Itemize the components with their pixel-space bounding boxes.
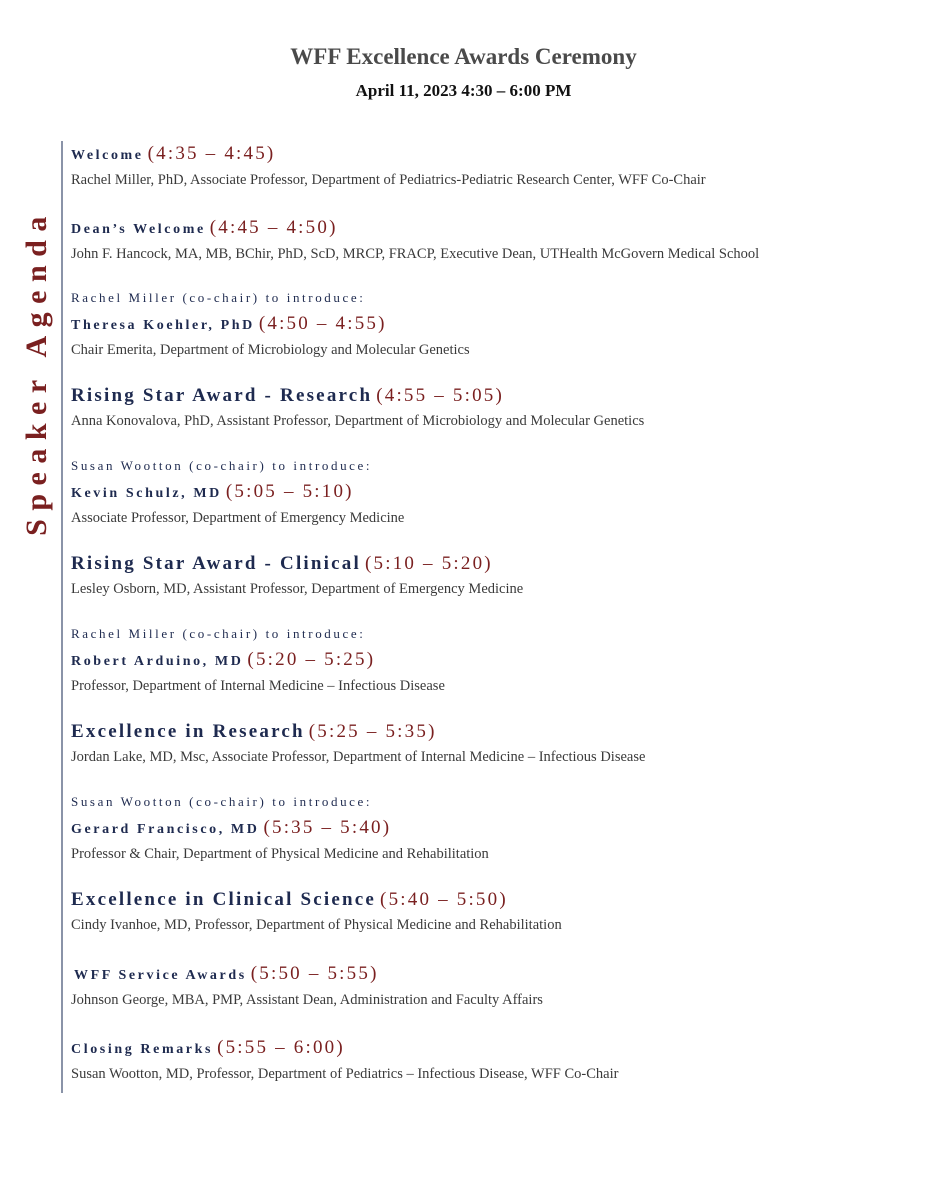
agenda-description: Chair Emerita, Department of Microbiology and Molecular Genetics xyxy=(71,342,470,358)
agenda-heading: Closing Remarks xyxy=(71,1042,214,1057)
agenda-heading: Excellence in Research xyxy=(71,721,305,742)
page-title: WFF Excellence Awards Ceremony xyxy=(290,44,637,69)
agenda-intro: Susan Wootton (co-chair) to introduce: xyxy=(71,458,373,473)
agenda-time: (4:50 – 4:55) xyxy=(258,313,387,334)
agenda-time: (5:55 – 6:00) xyxy=(217,1037,345,1058)
agenda-item-welcome xyxy=(71,142,706,190)
agenda-heading: Kevin Schulz, MD xyxy=(71,486,222,501)
agenda-description: John F. Hancock, MA, MB, BChir, PhD, ScD, MRCP, FRACP, Executive Dean, UTHealth McGovern Medical School xyxy=(71,246,760,262)
agenda-heading: Theresa Koehler, PhD xyxy=(71,318,255,333)
agenda-heading: Gerard Francisco, MD xyxy=(71,822,260,837)
agenda-description: Lesley Osborn, MD, Assistant Professor, Department of Emergency Medicine xyxy=(71,581,524,597)
agenda-description: Professor & Chair, Department of Physical Medicine and Rehabilitation xyxy=(71,846,489,862)
agenda-item-deans-welcome xyxy=(71,216,759,264)
agenda-time: (5:40 – 5:50) xyxy=(380,889,508,910)
agenda-time: (4:55 – 5:05) xyxy=(376,385,505,406)
agenda-item-kevin-schulz xyxy=(71,458,404,528)
agenda-description: Professor, Department of Internal Medicine – Infectious Disease xyxy=(71,678,445,694)
agenda-description: Cindy Ivanhoe, MD, Professor, Department of Physical Medicine and Rehabilitation xyxy=(71,917,562,933)
agenda-item-theresa-koehler xyxy=(71,290,470,360)
agenda-item-closing-remarks xyxy=(71,1036,618,1084)
agenda-time: (5:35 – 5:40) xyxy=(263,817,392,838)
agenda-heading: WFF Service Awards xyxy=(74,968,247,983)
event-date: April 11, 2023 4:30 – 6:00 PM xyxy=(355,81,572,100)
agenda-intro: Susan Wootton (co-chair) to introduce: xyxy=(71,794,373,809)
vertical-rule xyxy=(61,141,63,1093)
agenda-heading: Welcome xyxy=(71,148,144,163)
agenda-description: Jordan Lake, MD, Msc, Associate Professor, Department of Internal Medicine – Infectious Disease xyxy=(71,749,646,765)
agenda-intro: Rachel Miller (co-chair) to introduce: xyxy=(71,290,366,305)
agenda-heading: Rising Star Award - Research xyxy=(71,385,373,406)
agenda-description: Anna Konovalova, PhD, Assistant Professor, Department of Microbiology and Molecular Genetics xyxy=(71,413,645,429)
agenda-intro: Rachel Miller (co-chair) to introduce: xyxy=(71,626,366,641)
agenda-time: (5:25 – 5:35) xyxy=(308,721,437,742)
agenda-heading: Excellence in Clinical Science xyxy=(71,889,377,910)
agenda-time: (5:05 – 5:10) xyxy=(225,481,354,502)
agenda-description: Johnson George, MBA, PMP, Assistant Dean, Administration and Faculty Affairs xyxy=(71,992,543,1008)
agenda-item-service-awards xyxy=(71,962,543,1010)
agenda-item-rising-star-research xyxy=(71,384,644,431)
side-label-text: Speaker Agenda xyxy=(20,208,53,536)
agenda-heading: Dean’s Welcome xyxy=(71,222,206,237)
agenda-description: Rachel Miller, PhD, Associate Professor, Department of Pediatrics-Pediatric Research Center, WFF Co-Chair xyxy=(71,172,706,188)
agenda-time: (4:45 – 4:50) xyxy=(209,217,338,238)
agenda-time: (5:10 – 5:20) xyxy=(364,553,493,574)
agenda-time: (5:50 – 5:55) xyxy=(250,963,379,984)
agenda-item-excellence-clinical xyxy=(71,888,562,935)
agenda-heading: Robert Arduino, MD xyxy=(71,654,244,669)
agenda-item-robert-arduino xyxy=(71,626,445,696)
agenda-description: Susan Wootton, MD, Professor, Department of Pediatrics – Infectious Disease, WFF Co-Chair xyxy=(71,1066,619,1082)
agenda-item-rising-star-clinical xyxy=(71,552,523,599)
side-label xyxy=(20,148,54,596)
agenda-heading: Rising Star Award - Clinical xyxy=(71,553,361,574)
agenda-time: (4:35 – 4:45) xyxy=(147,143,276,164)
agenda-item-gerard-francisco xyxy=(71,794,489,864)
agenda-description: Associate Professor, Department of Emergency Medicine xyxy=(71,510,405,526)
agenda-time: (5:20 – 5:25) xyxy=(247,649,376,670)
agenda-item-excellence-research xyxy=(71,720,645,767)
